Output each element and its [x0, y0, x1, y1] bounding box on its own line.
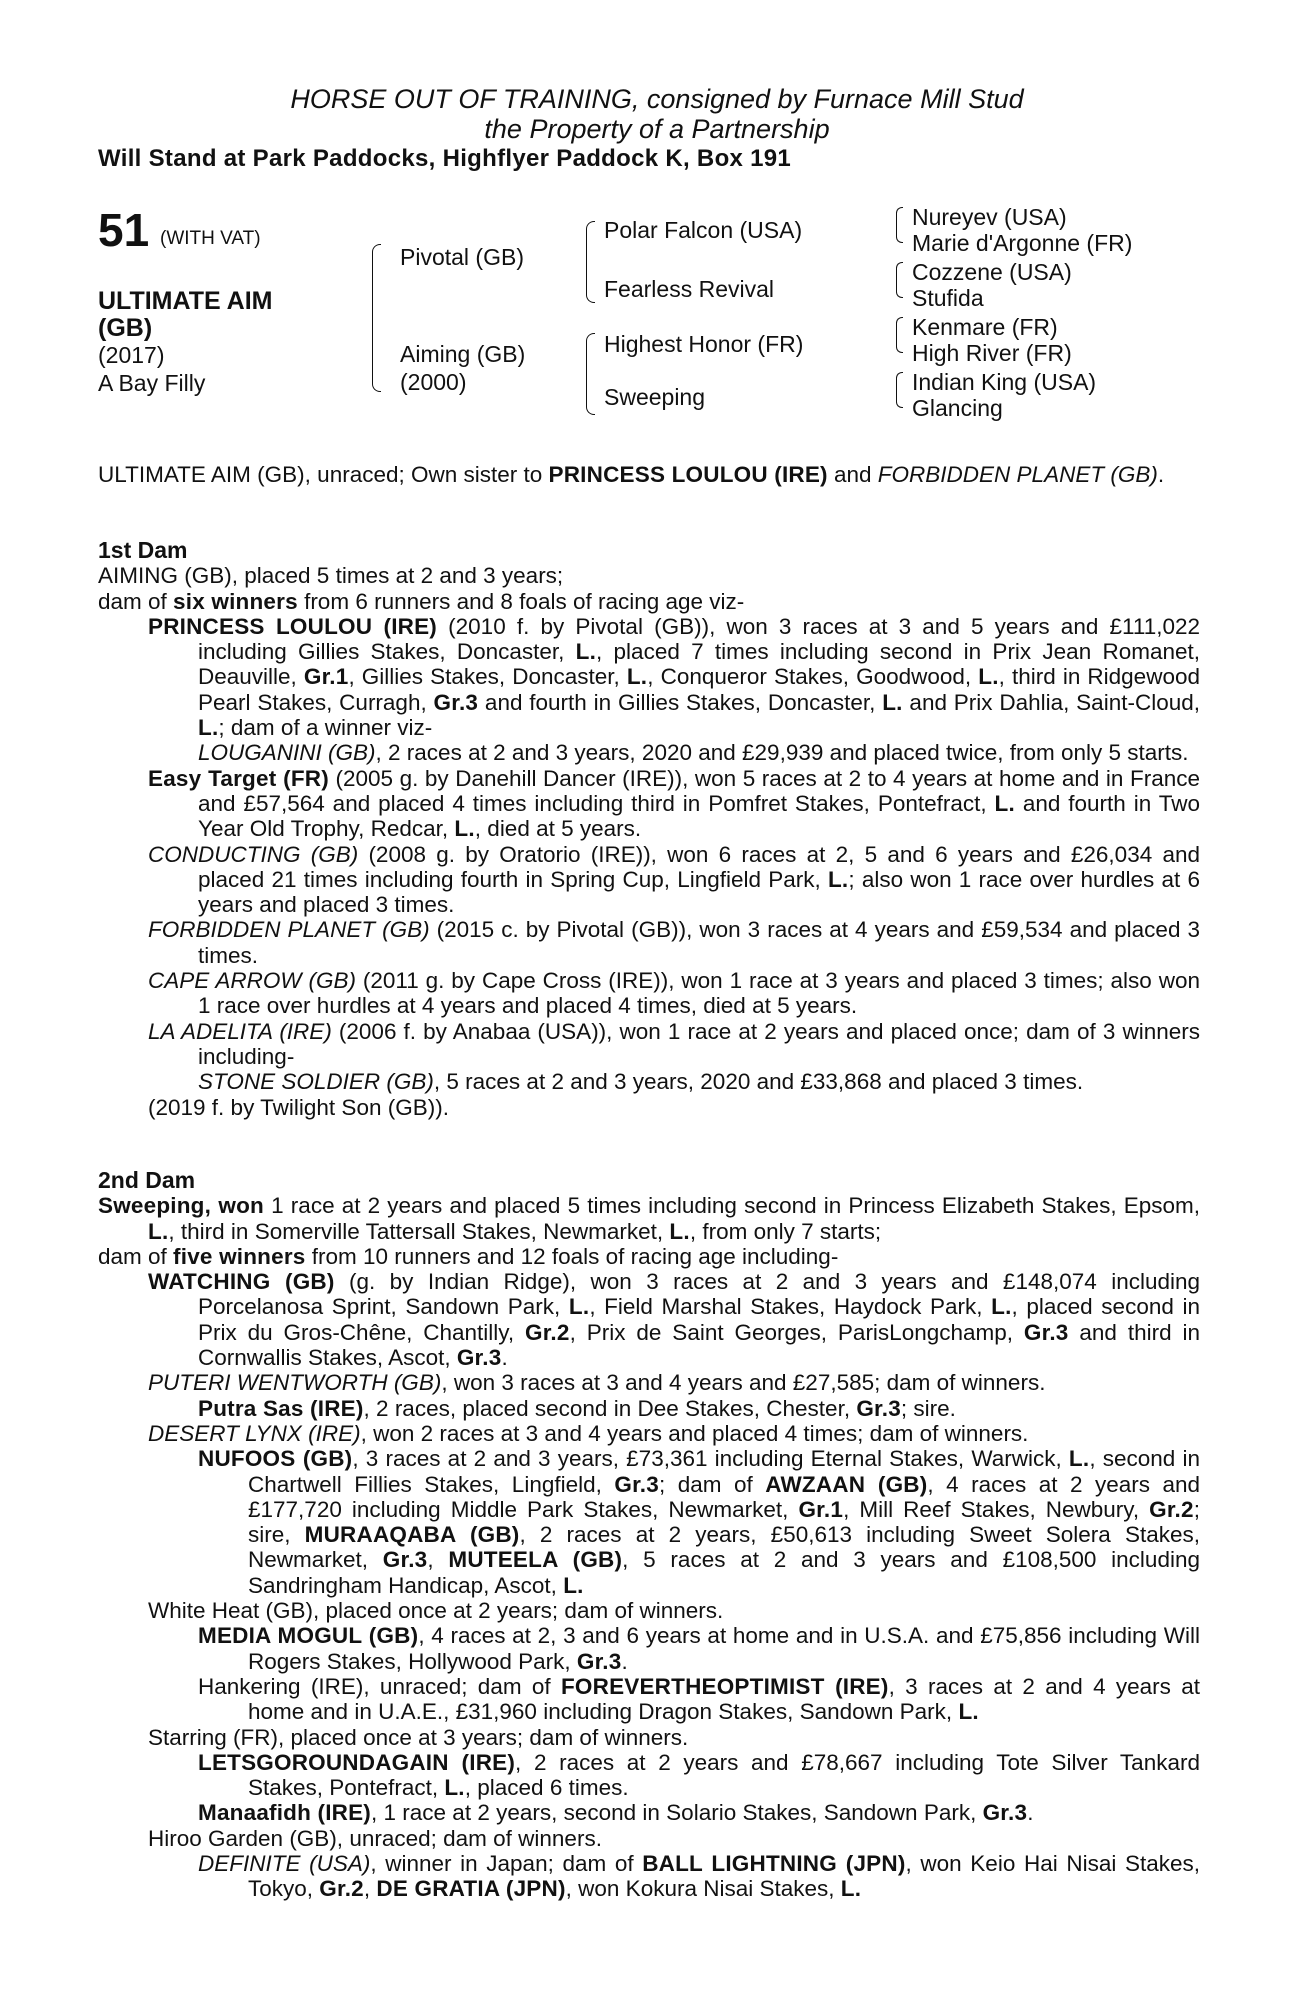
first-dam-section: [98, 538, 1200, 1120]
pedigree-sire: Pivotal (GB): [400, 244, 524, 270]
vat-note: (WITH VAT): [160, 228, 261, 249]
produce-2019-filly: (2019 f. by Twilight Son (GB)).: [148, 1094, 449, 1120]
produce-louganini: LOUGANINI (GB), 2 races at 2 and 3 years, 2020 and £29,939 and placed twice, from only 5 starts.: [198, 740, 1189, 766]
produce-starring: Starring (FR), placed once at 3 years; dam of winners.: [148, 1724, 689, 1750]
produce-nufoos: NUFOOS (GB), 3 races at 2 and 3 years, £73,361 including Eternal Stakes, Warwick, L., second in Chartwell Fillies Stakes, Lingfield, Gr.3; dam of AWZAAN (GB), 4 races at 2 years and £177,720 including Middle Park Stakes, Newmarket, Gr.1, Mill Reef Stakes, Newbury, Gr.2; sire, MURAAQABA (GB), 2 races at 2 years, £50,613 including Sweet Solera Stakes, Newmarket, Gr.3, MUTEELA (GB), 5 races at 2 and 3 years and £108,500 including Sandringham Handicap, Ascot, L.: [198, 1446, 1201, 1598]
produce-hiroo-garden: Hiroo Garden (GB), unraced; dam of winners.: [148, 1825, 602, 1851]
produce-easy-target: Easy Target (FR) (2005 g. by Danehill Dancer (IRE)), won 5 races at 2 to 4 years at home and in France and £57,564 and placed 4 times including third in Pomfret Stakes, Pontefract, L. and fourth in Two Year Old Trophy, Redcar, L., died at 5 years.: [148, 765, 1200, 842]
pedigree-sds: Cozzene (USA): [912, 259, 1072, 285]
produce-media-mogul: MEDIA MOGUL (GB), 4 races at 2, 3 and 6 years at home and in U.S.A. and £75,856 including Will Rogers Stakes, Hollywood Park, Gr.3.: [198, 1623, 1200, 1674]
first-dam-heading: 1st Dam: [98, 537, 188, 563]
horse-year: (2017): [98, 342, 165, 368]
pedigree-dam-sire: Highest Honor (FR): [604, 331, 804, 357]
second-dam-produce-summary: dam of five winners from 10 runners and 12 foals of racing age including-: [98, 1243, 839, 1269]
horse-sex: A Bay Filly: [98, 370, 206, 396]
produce-conducting: CONDUCTING (GB) (2008 g. by Oratorio (IRE)), won 6 races at 2, 5 and 6 years and £26,034 and placed 21 times including fourth in Spring Cup, Lingfield Park, L.; also won 1 race over hurdles at 6 years and placed 3 times.: [148, 841, 1200, 918]
produce-la-adelita: LA ADELITA (IRE) (2006 f. by Anabaa (USA)), won 1 race at 2 years and placed once; dam of 3 winners including-: [148, 1018, 1200, 1069]
produce-hankering: Hankering (IRE), unraced; dam of FOREVERTHEOPTIMIST (IRE), 3 races at 2 and 4 years at home and in U.A.E., £31,960 including Dragon Stakes, Sandown Park, L.: [198, 1673, 1200, 1725]
pedigree-brace-ss: [896, 207, 903, 243]
pedigree-brace-dd: [896, 372, 903, 408]
pedigree-brace-sire: [586, 221, 595, 303]
produce-cape-arrow: CAPE ARROW (GB) (2011 g. by Cape Cross (IRE)), won 1 race at 3 years and placed 3 times; also won 1 race over hurdles at 4 years and placed 4 times, died at 5 years.: [148, 968, 1200, 1019]
lot-number: 51: [98, 204, 150, 256]
pedigree-sss: Nureyev (USA): [912, 204, 1067, 230]
pedigree-ssd: Marie d'Argonne (FR): [912, 230, 1133, 256]
produce-letsgoroundagain: LETSGOROUNDAGAIN (IRE), 2 races at 2 years and £78,667 including Tote Silver Tankard Stakes, Pontefract, L., placed 6 times.: [198, 1749, 1200, 1801]
second-dam-heading: 2nd Dam: [98, 1167, 196, 1193]
pedigree-dds: Indian King (USA): [912, 369, 1097, 395]
horse-country: (GB): [98, 314, 153, 342]
pedigree-brace-ds: [896, 317, 903, 353]
produce-stone-soldier: STONE SOLDIER (GB), 5 races at 2 and 3 years, 2020 and £33,868 and placed 3 times.: [198, 1069, 1084, 1095]
consignor-line: HORSE OUT OF TRAINING, consigned by Furnace Mill Stud: [290, 84, 1024, 114]
pedigree-dam: Aiming (GB): [400, 341, 526, 367]
produce-putra-sas: Putra Sas (IRE), 2 races, placed second in Dee Stakes, Chester, Gr.3; sire.: [198, 1395, 956, 1421]
produce-princess-loulou: PRINCESS LOULOU (IRE) (2010 f. by Pivotal (GB)), won 3 races at 3 and 5 years and £111,022 including Gillies Stakes, Doncaster, L., placed 7 times including second in Prix Jean Romanet, Deauville, Gr.1, Gillies Stakes, Doncaster, L., Conqueror Stakes, Goodwood, L., third in Ridgewood Pearl Stakes, Curragh, Gr.3 and fourth in Gillies Stakes, Doncaster, L. and Prix Dahlia, Saint-Cloud, L.; dam of a winner viz-: [148, 613, 1201, 741]
produce-watching: WATCHING (GB) (g. by Indian Ridge), won 3 races at 2 and 3 years and £148,074 including Porcelanosa Sprint, Sandown Park, L., Field Marshal Stakes, Haydock Park, L., placed second in Prix du Gros-Chêne, Chantilly, Gr.2, Prix de Saint Georges, ParisLongchamp, Gr.3 and third in Cornwallis Stakes, Ascot, Gr.3.: [148, 1269, 1201, 1371]
produce-manaafidh: Manaafidh (IRE), 1 race at 2 years, second in Solario Stakes, Sandown Park, Gr.3.: [198, 1800, 1034, 1826]
second-dam-section: [98, 1168, 1200, 1902]
first-dam-produce-summary: dam of six winners from 6 runners and 8 foals of racing age viz-: [98, 588, 745, 614]
horse-name: ULTIMATE AIM: [98, 287, 273, 315]
pedigree-brace-dam: [586, 333, 595, 415]
pedigree-sdd: Stufida: [912, 285, 984, 311]
pedigree-dss: Kenmare (FR): [912, 314, 1058, 340]
pedigree-sire-sire: Polar Falcon (USA): [604, 217, 803, 243]
intro-paragraph: ULTIMATE AIM (GB), unraced; Own sister to PRINCESS LOULOU (IRE) and FORBIDDEN PLANET (GB).: [98, 462, 1165, 487]
produce-desert-lynx: DESERT LYNX (IRE), won 2 races at 3 and 4 years and placed 4 times; dam of winners.: [148, 1420, 1029, 1446]
produce-white-heat: White Heat (GB), placed once at 2 years; dam of winners.: [148, 1598, 724, 1624]
produce-forbidden-planet: FORBIDDEN PLANET (GB) (2015 c. by Pivotal (GB)), won 3 races at 4 years and £59,534 and placed 3 times.: [148, 917, 1201, 968]
pedigree-sire-dam: Fearless Revival: [604, 276, 774, 302]
pedigree-dam-year: (2000): [400, 369, 467, 395]
first-dam-record: AIMING (GB), placed 5 times at 2 and 3 years;: [98, 563, 564, 589]
pedigree-dsd: High River (FR): [912, 340, 1072, 366]
second-dam-record: Sweeping, won 1 race at 2 years and placed 5 times including second in Princess Elizabeth Stakes, Epsom, L., third in Somerville Tattersall Stakes, Newmarket, L., from only 7 starts;: [98, 1193, 1200, 1244]
pedigree-ddd: Glancing: [912, 395, 1003, 421]
stand-location: Will Stand at Park Paddocks, Highflyer Paddock K, Box 191: [98, 145, 792, 172]
property-line: the Property of a Partnership: [484, 114, 830, 144]
produce-puteri-wentworth: PUTERI WENTWORTH (GB), won 3 races at 3 and 4 years and £27,585; dam of winners.: [148, 1370, 1046, 1396]
pedigree-dam-dam: Sweeping: [604, 384, 706, 410]
produce-definite: DEFINITE (USA), winner in Japan; dam of BALL LIGHTNING (JPN), won Keio Hai Nisai Stakes, Tokyo, Gr.2, DE GRATIA (JPN), won Kokura Nisai Stakes, L.: [198, 1851, 1200, 1902]
pedigree-brace-main: [372, 244, 381, 392]
pedigree-brace-sd: [896, 262, 903, 298]
